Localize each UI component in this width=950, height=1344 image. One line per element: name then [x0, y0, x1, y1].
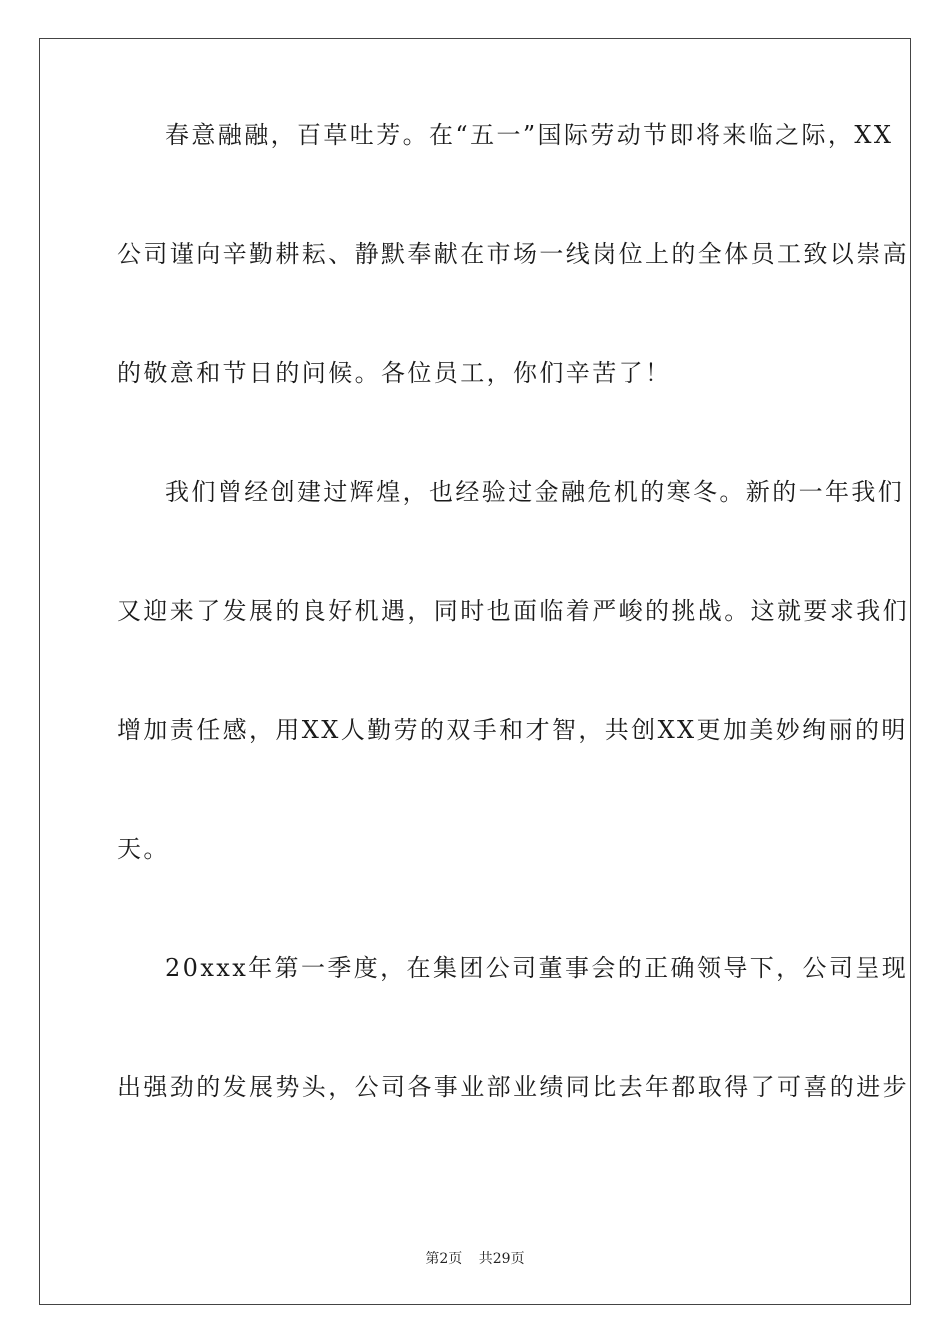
text-line: 我们曾经创建过辉煌，也经验过金融危机的寒冬。新的一年我们 — [165, 478, 905, 506]
text-line: 天。 — [117, 835, 170, 863]
text-line: 出强劲的发展势头，公司各事业部业绩同比去年都取得了可喜的进步 — [117, 1073, 909, 1101]
text-line: 公司谨向辛勤耕耘、静默奉献在市场一线岗位上的全体员工致以崇高 — [117, 240, 909, 268]
document-body — [117, 120, 909, 1191]
text-line: 增加责任感，用XX人勤劳的双手和才智，共创XX更加美妙绚丽的明 — [117, 716, 908, 744]
text-line: 又迎来了发展的良好机遇，同时也面临着严峻的挑战。这就要求我们 — [117, 597, 909, 625]
page-total: 共29页 — [478, 1251, 525, 1267]
text-line: 的敬意和节日的问候。各位员工，你们辛苦了！ — [117, 359, 672, 387]
text-line: 20xxx年第一季度，在集团公司董事会的正确领导下，公司呈现 — [165, 954, 909, 982]
page-footer — [0, 1248, 950, 1268]
text-line: 春意融融，百草吐芳。在“五一”国际劳动节即将来临之际，XX — [165, 121, 894, 149]
page-number: 第2页 — [425, 1251, 463, 1267]
